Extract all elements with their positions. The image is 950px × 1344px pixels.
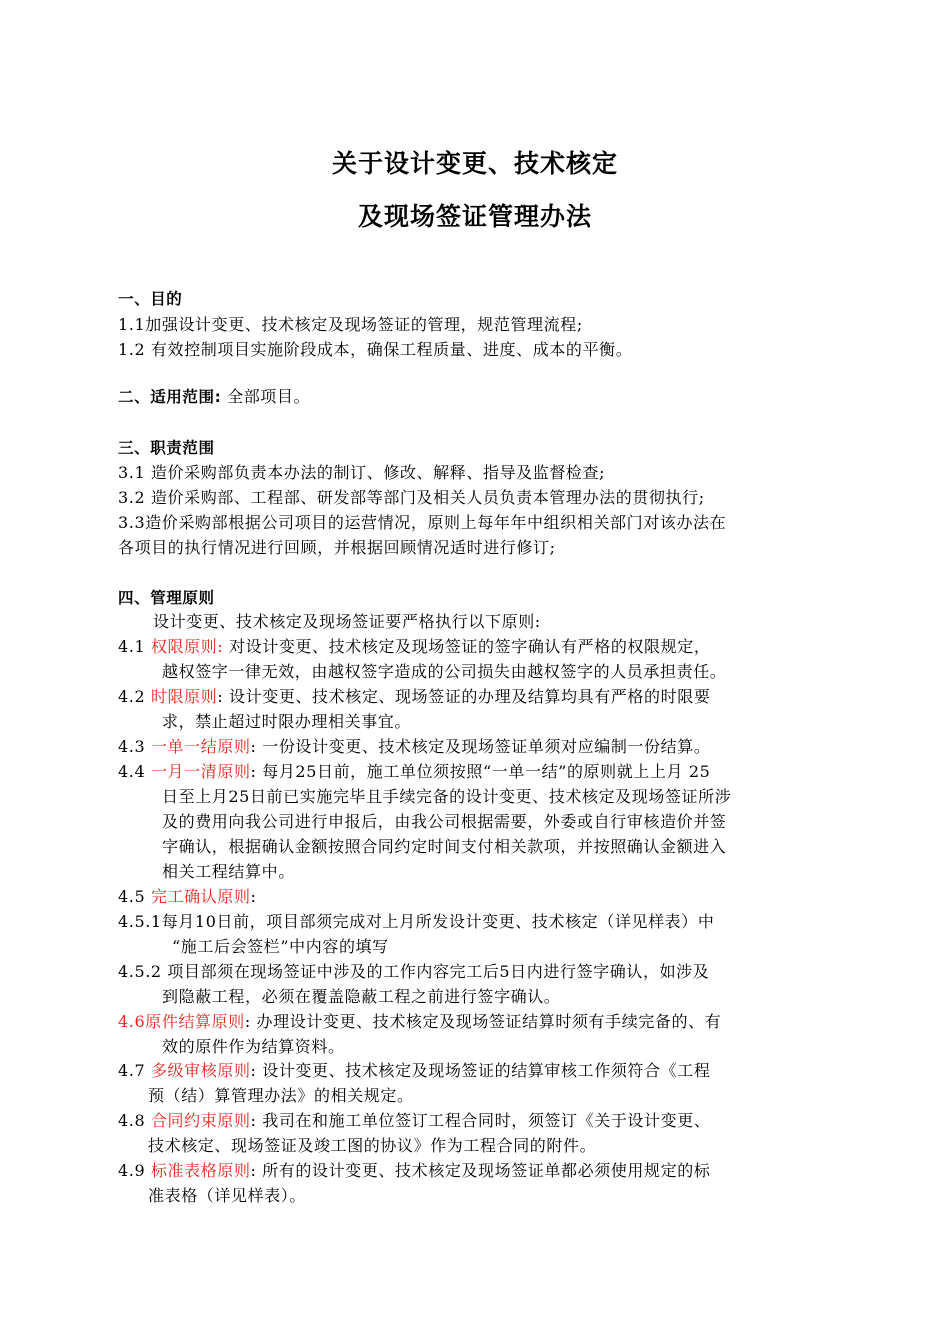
section-1-heading: 一、目的 (118, 290, 183, 308)
section-2-text: 全部项目。 (221, 387, 311, 406)
item-4-1-text: 对设计变更、技术核定及现场签证的签字确认有严格的权限规定， (223, 637, 711, 656)
item-4-5-line-1 (118, 886, 257, 908)
item-4-8-number: 4.8 (118, 1111, 151, 1130)
item-4-3-number: 4.3 (118, 737, 151, 756)
item-4-7-text: : 设计变更、技术核定及现场签证的结算审核工作须符合《工程 (250, 1061, 711, 1080)
item-4-4-line-2: 日至上月25日前已实施完毕且手续完备的设计变更、技术核定及现场签证所涉 (162, 787, 732, 806)
item-4-8-line-2: 技术核定、现场签证及竣工图的协议》作为工程合同的附件。 (148, 1136, 597, 1155)
item-4-5-1-line-2: “施工后会签栏”中内容的填写 (172, 937, 389, 956)
item-4-5-name: 完工确认原则 (150, 887, 251, 906)
item-4-6-number: 4.6 (118, 1012, 146, 1031)
item-4-9-text: : 所有的设计变更、技术核定及现场签证单都必须使用规定的标 (250, 1161, 711, 1180)
paragraph-1-2: 1.2 有效控制项目实施阶段成本，确保工程质量、进度、成本的平衡。 (118, 340, 633, 359)
paragraph-3-1: 3.1 造价采购部负责本办法的制订、修改、解释、指导及监督检查; (118, 463, 606, 482)
item-4-1-name: 权限原则: (150, 637, 224, 656)
item-4-4-line-4: 字确认，根据确认金额按照合同约定时间支付相关款项，并按照确认金额进入 (162, 837, 727, 856)
document-title-line-1: 关于设计变更、技术核定 (331, 149, 618, 178)
item-4-1-line-1 (118, 636, 710, 658)
item-4-8-text: : 我司在和施工单位签订工程合同时，须签订《关于设计变更、 (250, 1111, 711, 1130)
item-4-5-2-line-2: 到隐蔽工程，必须在覆盖隐蔽工程之前进行签字确认。 (162, 987, 561, 1006)
item-4-6-line-2: 效的原件作为结算资料。 (162, 1037, 345, 1056)
item-4-2-name: 时限原则 (150, 687, 218, 706)
item-4-9-number: 4.9 (118, 1161, 151, 1180)
section-2-heading: 二、适用范围: (118, 388, 222, 406)
paragraph-3-2: 3.2 造价采购部、工程部、研发部等部门及相关人员负责本管理办法的贯彻执行; (118, 488, 705, 507)
item-4-2-line-2: 求，禁止超过时限办理相关事宜。 (162, 712, 412, 731)
item-4-5-2-line-1: 4.5.2 项目部须在现场签证中涉及的工作内容完工后5日内进行签字确认，如涉及 (118, 962, 710, 981)
item-4-7-number: 4.7 (118, 1061, 151, 1080)
document-title-line-2: 及现场签证管理办法 (357, 202, 592, 231)
item-4-9-line-1 (118, 1160, 710, 1182)
item-4-7-name: 多级审核原则 (150, 1061, 251, 1080)
item-4-5-1-line-1: 4.5.1每月10日前，项目部须完成对上月所发设计变更、技术核定（详见样表）中 (118, 912, 715, 931)
paragraph-3-3-line-2: 各项目的执行情况进行回顾，并根据回顾情况适时进行修订; (118, 538, 556, 557)
item-4-1-line-2: 越权签字一律无效，由越权签字造成的公司损失由越权签字的人员承担责任。 (162, 662, 727, 681)
item-4-2-line-1 (118, 686, 710, 708)
section-4-intro: 设计变更、技术核定及现场签证要严格执行以下原则: (153, 612, 541, 631)
item-4-2-text: : 设计变更、技术核定、现场签证的办理及结算均具有严格的时限要 (217, 687, 711, 706)
item-4-3-name: 一单一结原则 (150, 737, 251, 756)
item-4-3-line-1 (118, 736, 710, 758)
item-4-1-number: 4.1 (118, 637, 151, 656)
item-4-4-line-3: 及的费用向我公司进行申报后，由我公司根据需要，外委或自行审核造价并签 (162, 812, 727, 831)
item-4-6-name: 原件结算原则 (145, 1012, 245, 1031)
section-4-heading: 四、管理原则 (118, 589, 215, 607)
item-4-5-text: : (250, 887, 257, 906)
item-4-9-name: 标准表格原则 (150, 1161, 251, 1180)
item-4-4-line-5: 相关工程结算中。 (162, 862, 295, 881)
item-4-4-text: : 每月25日前，施工单位须按照“一单一结”的原则就上上月 25 (250, 762, 711, 781)
item-4-4-name: 一月一清原则 (150, 762, 251, 781)
item-4-2-number: 4.2 (118, 687, 151, 706)
item-4-6-line-1 (118, 1011, 721, 1033)
item-4-7-line-2: 预（结）算管理办法》的相关规定。 (148, 1086, 414, 1105)
section-2-line (118, 386, 310, 408)
item-4-4-number: 4.4 (118, 762, 151, 781)
item-4-6-text: : 办理设计变更、技术核定及现场签证结算时须有手续完备的、有 (244, 1012, 722, 1031)
item-4-4-line-1 (118, 761, 710, 783)
item-4-9-line-2: 准表格（详见样表）。 (148, 1186, 307, 1205)
item-4-8-name: 合同约束原则 (150, 1111, 251, 1130)
item-4-8-line-1 (118, 1110, 710, 1132)
item-4-3-text: : 一份设计变更、技术核定及现场签证单须对应编制一份结算。 (250, 737, 711, 756)
section-3-heading: 三、职责范围 (118, 439, 215, 457)
paragraph-1-1: 1.1加强设计变更、技术核定及现场签证的管理，规范管理流程; (118, 315, 583, 334)
item-4-5-number: 4.5 (118, 887, 151, 906)
item-4-7-line-1 (118, 1060, 710, 1082)
paragraph-3-3-line-1: 3.3造价采购部根据公司项目的运营情况，原则上每年年中组织相关部门对该办法在 (118, 513, 727, 532)
